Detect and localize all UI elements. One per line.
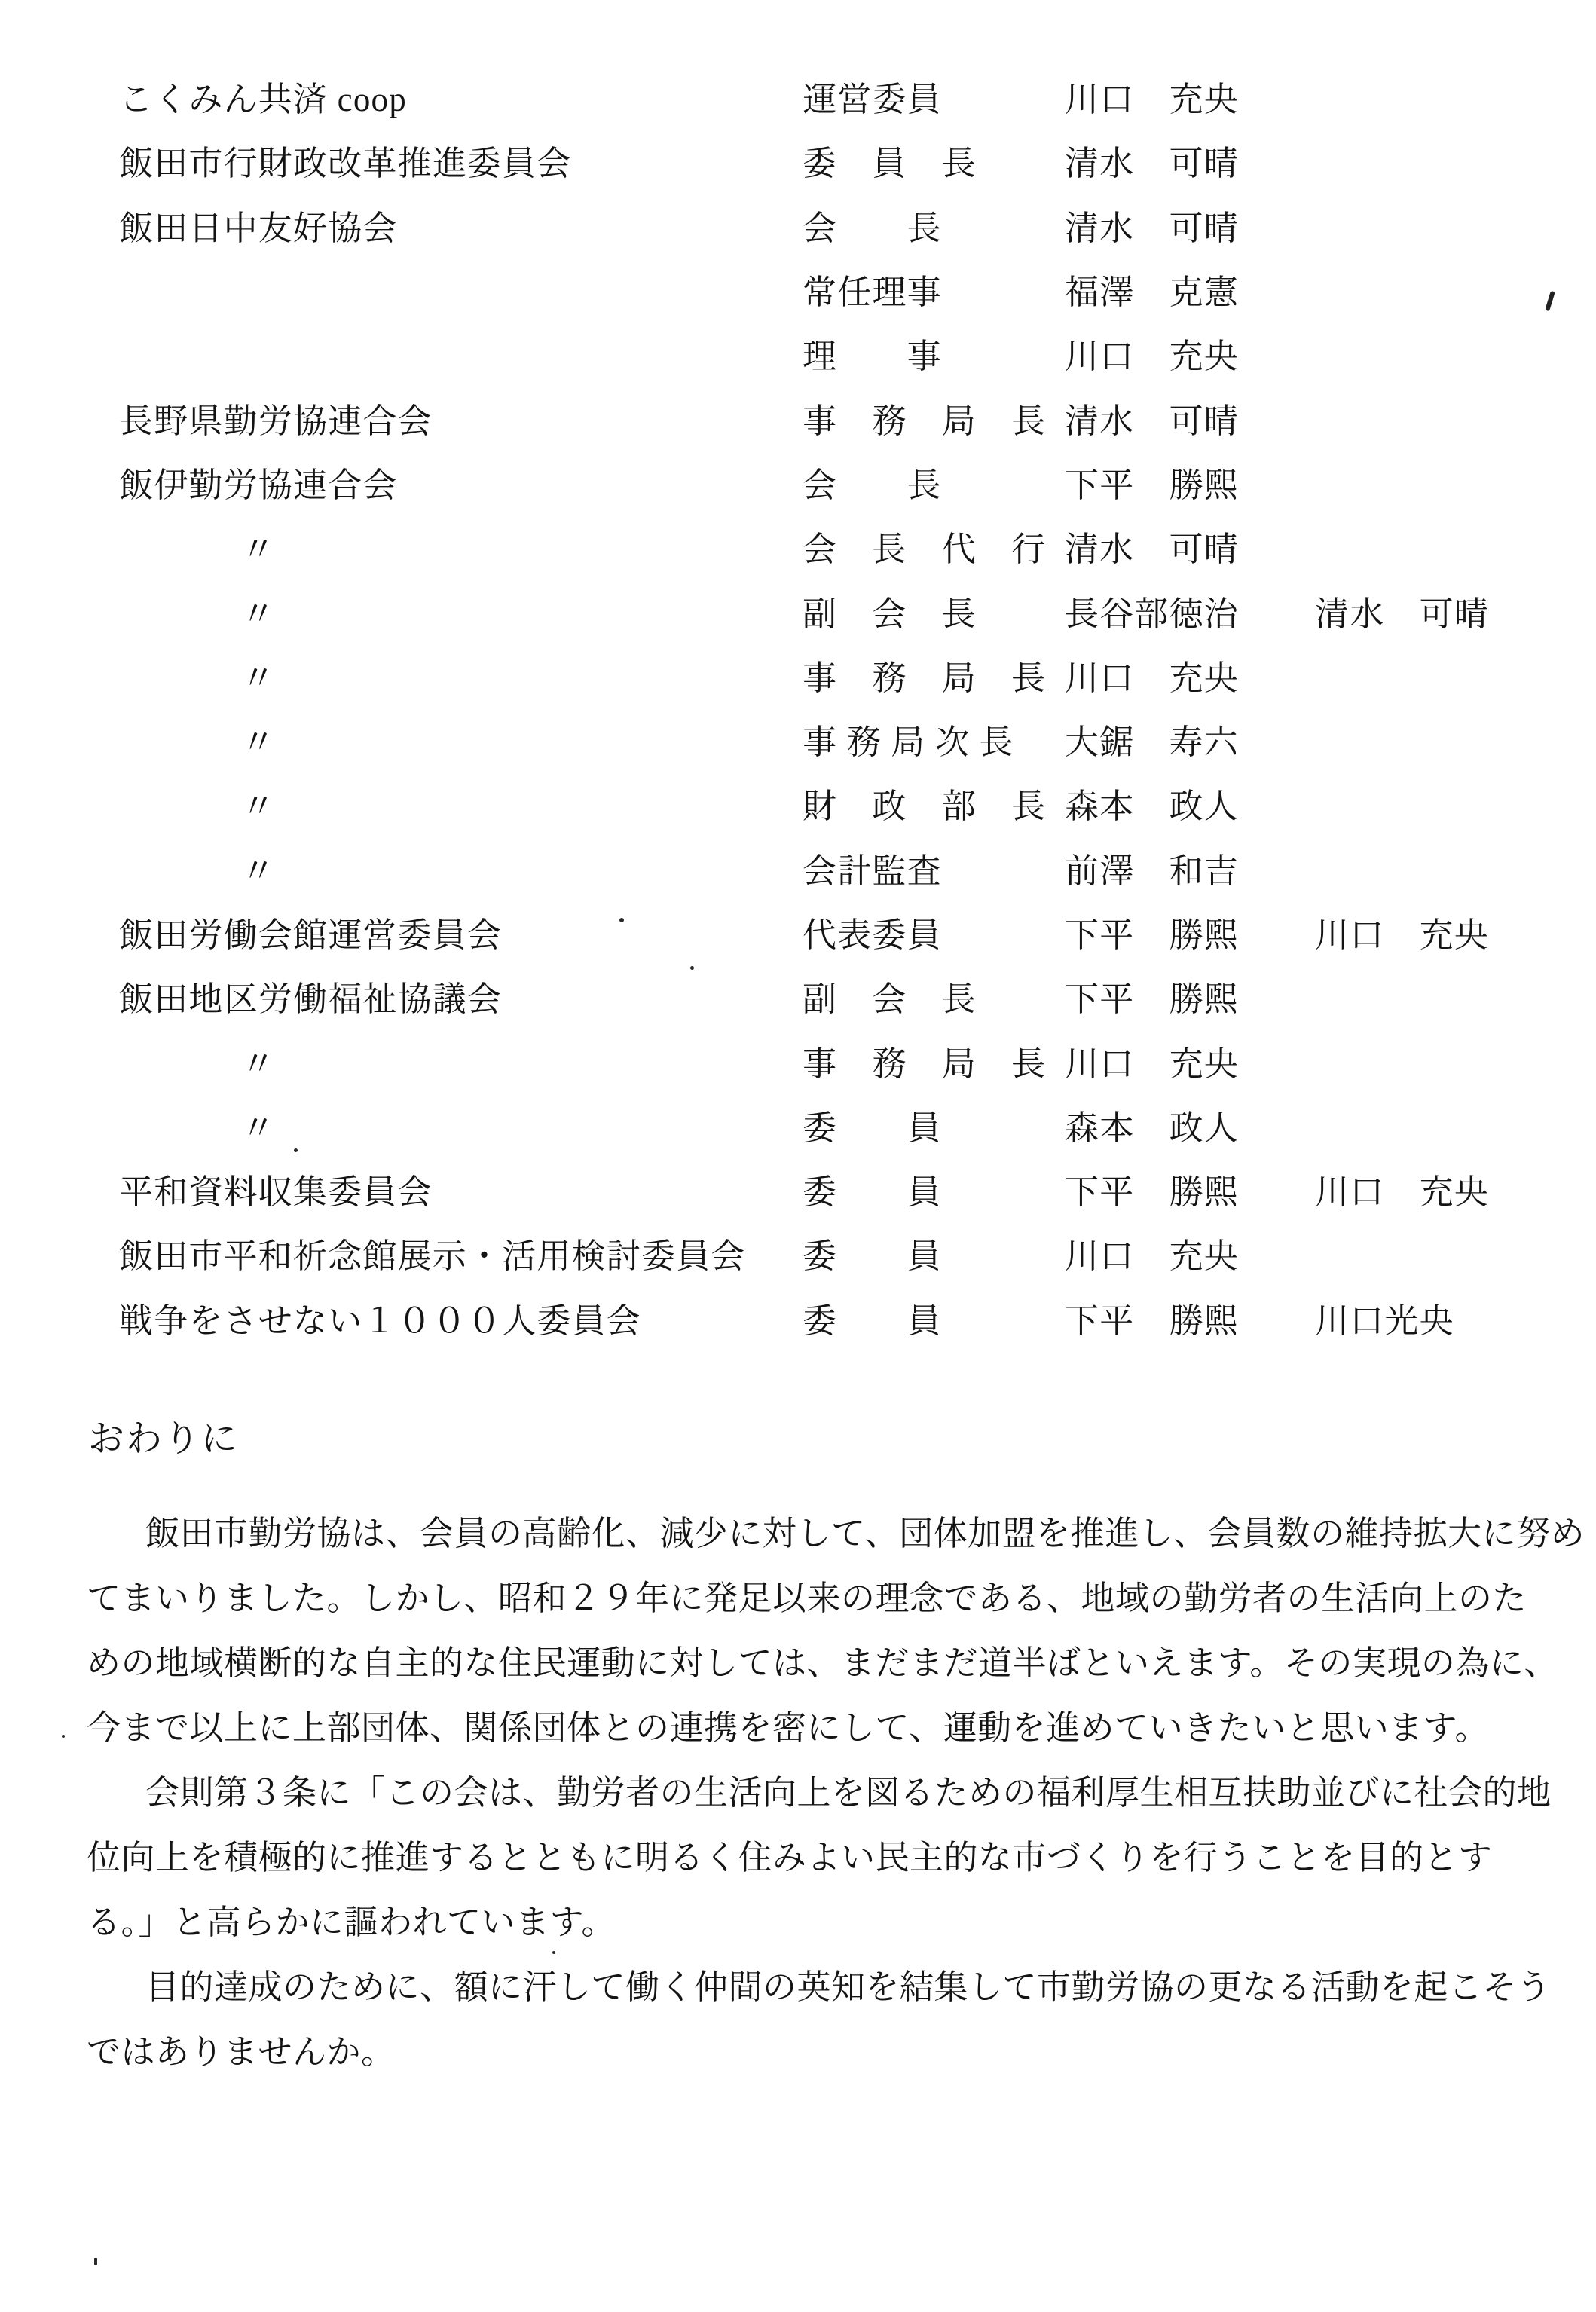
scan-speck xyxy=(294,1148,298,1152)
organization-name: 飯伊勤労協連合会 xyxy=(119,466,398,504)
organization-name: 〃 xyxy=(241,1044,277,1083)
organization-name: 飯田地区労働福祉協議会 xyxy=(119,980,503,1019)
table-row xyxy=(0,1157,1596,1221)
scan-speck xyxy=(619,918,624,922)
position-title: 財 政 部 長 xyxy=(803,787,1047,826)
closing-paragraphs xyxy=(87,1501,1585,2084)
paragraph-line: 今まで以上に上部団体、関係団体との連携を密にして、運動を進めていきたいと思います。 xyxy=(87,1709,1490,1747)
table-row xyxy=(0,385,1596,449)
table-row xyxy=(0,514,1596,578)
table-row xyxy=(0,1093,1596,1157)
organization-name: 長野県勤労協連合会 xyxy=(119,402,433,440)
table-row xyxy=(0,257,1596,321)
table-row xyxy=(0,450,1596,514)
table-row xyxy=(0,578,1596,642)
member-name-1: 下平 勝煕 xyxy=(1065,466,1240,504)
member-name-1: 清水 可晴 xyxy=(1065,531,1240,569)
organization-name: 〃 xyxy=(241,723,277,762)
organization-name: 飯田日中友好協会 xyxy=(119,209,398,247)
closing-heading: おわりに xyxy=(88,1419,240,1459)
organization-name: 〃 xyxy=(241,595,277,633)
scan-speck xyxy=(94,2258,97,2265)
position-title: 事 務 局 長 xyxy=(803,659,1047,697)
position-title: 会計監査 xyxy=(803,852,942,890)
member-name-1: 川口 充央 xyxy=(1065,1044,1240,1083)
position-title: 運営委員 xyxy=(803,81,942,119)
member-name-2: 川口 充央 xyxy=(1315,916,1490,954)
table-row xyxy=(0,193,1596,257)
member-name-1: 大鋸 寿六 xyxy=(1065,723,1240,762)
table-row xyxy=(0,1028,1596,1092)
member-name-1: 前澤 和吉 xyxy=(1065,852,1240,890)
paragraph-line: ではありませんか。 xyxy=(87,2033,396,2071)
member-name-1: 森本 政人 xyxy=(1065,1109,1240,1147)
member-name-1: 川口 充央 xyxy=(1065,1237,1240,1276)
position-title: 委 員 xyxy=(803,1301,942,1340)
member-name-2: 清水 可晴 xyxy=(1315,595,1490,633)
position-title: 事 務 局 長 xyxy=(803,402,1047,440)
position-title: 委 員 xyxy=(803,1173,942,1212)
position-title: 事 務 局 長 xyxy=(803,1044,1047,1083)
paragraph-line: 飯田市勤労協は、会員の高齢化、減少に対して、団体加盟を推進し、会員数の維持拡大に努め xyxy=(145,1515,1585,1552)
member-name-1: 長谷部徳治 xyxy=(1065,595,1240,633)
member-name-1: 川口 充央 xyxy=(1065,338,1240,376)
member-name-1: 清水 可晴 xyxy=(1065,402,1240,440)
position-title: 副 会 長 xyxy=(803,980,977,1019)
member-name-1: 川口 充央 xyxy=(1065,659,1240,697)
member-name-1: 下平 勝煕 xyxy=(1065,1173,1240,1212)
member-name-1: 森本 政人 xyxy=(1065,787,1240,826)
position-title: 副 会 長 xyxy=(803,595,977,633)
table-row xyxy=(0,128,1596,192)
position-title: 会 長 xyxy=(803,209,942,247)
table-row xyxy=(0,1221,1596,1285)
table-row xyxy=(0,771,1596,835)
member-name-1: 福澤 克憲 xyxy=(1065,274,1240,312)
roster-table xyxy=(0,64,1596,1350)
organization-name: 飯田市行財政改革推進委員会 xyxy=(119,145,572,183)
position-title: 委 員 長 xyxy=(803,145,977,183)
table-row xyxy=(0,1286,1596,1350)
table-row xyxy=(0,321,1596,385)
table-row xyxy=(0,964,1596,1028)
position-title: 事 務 局 次 長 xyxy=(803,723,1014,762)
organization-name: 〃 xyxy=(241,531,277,569)
table-row xyxy=(0,707,1596,771)
organization-name: 〃 xyxy=(241,659,277,697)
organization-name: 〃 xyxy=(241,852,277,890)
paragraph-line: てまいりました。しかし、昭和２９年に発足以来の理念である、地域の勤労者の生活向上のた xyxy=(87,1580,1527,1617)
organization-name: 戦争をさせない１０００人委員会 xyxy=(119,1301,642,1340)
organization-name: 〃 xyxy=(241,1109,277,1147)
member-name-2: 川口光央 xyxy=(1315,1301,1454,1340)
paragraph-line: 目的達成のために、額に汗して働く仲間の英知を結集して市勤労協の更なる活動を起こそう xyxy=(145,1968,1552,2006)
position-title: 会 長 代 行 xyxy=(803,531,1047,569)
member-name-1: 川口 充央 xyxy=(1065,81,1240,119)
member-name-2: 川口 充央 xyxy=(1315,1173,1490,1212)
position-title: 理 事 xyxy=(803,338,942,376)
organization-name: 飯田市平和祈念館展示・活用検討委員会 xyxy=(119,1237,746,1276)
organization-name: 平和資料収集委員会 xyxy=(119,1173,433,1212)
position-title: 会 長 xyxy=(803,466,942,504)
member-name-1: 下平 勝煕 xyxy=(1065,980,1240,1019)
member-name-1: 清水 可晴 xyxy=(1065,209,1240,247)
paragraph-line: めの地域横断的な自主的な住民運動に対しては、まだまだ道半ばといえます。その実現の為に、 xyxy=(87,1644,1558,1682)
organization-name: 飯田労働会館運営委員会 xyxy=(119,916,503,954)
scan-speck xyxy=(690,966,694,970)
table-row xyxy=(0,900,1596,964)
paragraph-line: 位向上を積極的に推進するとともに明るく住みよい民主的な市づくりを行うことを目的とす xyxy=(87,1839,1493,1876)
table-row xyxy=(0,836,1596,900)
member-name-1: 下平 勝煕 xyxy=(1065,916,1240,954)
position-title: 代表委員 xyxy=(803,916,942,954)
member-name-1: 下平 勝煕 xyxy=(1065,1301,1240,1340)
position-title: 委 員 xyxy=(803,1237,942,1276)
position-title: 常任理事 xyxy=(803,274,942,312)
position-title: 委 員 xyxy=(803,1109,942,1147)
member-name-1: 清水 可晴 xyxy=(1065,145,1240,183)
scan-speck xyxy=(552,1951,555,1954)
paragraph-line: る。」と高らかに謳われています。 xyxy=(87,1904,616,1941)
scan-speck xyxy=(62,1735,65,1738)
table-row xyxy=(0,64,1596,128)
organization-name: 〃 xyxy=(241,787,277,826)
table-row xyxy=(0,643,1596,707)
paragraph-line: 会則第３条に「この会は、勤労者の生活向上を図るための福利厚生相互扶助並びに社会的地 xyxy=(145,1774,1552,1812)
organization-name: こくみん共済 coop xyxy=(119,81,407,119)
